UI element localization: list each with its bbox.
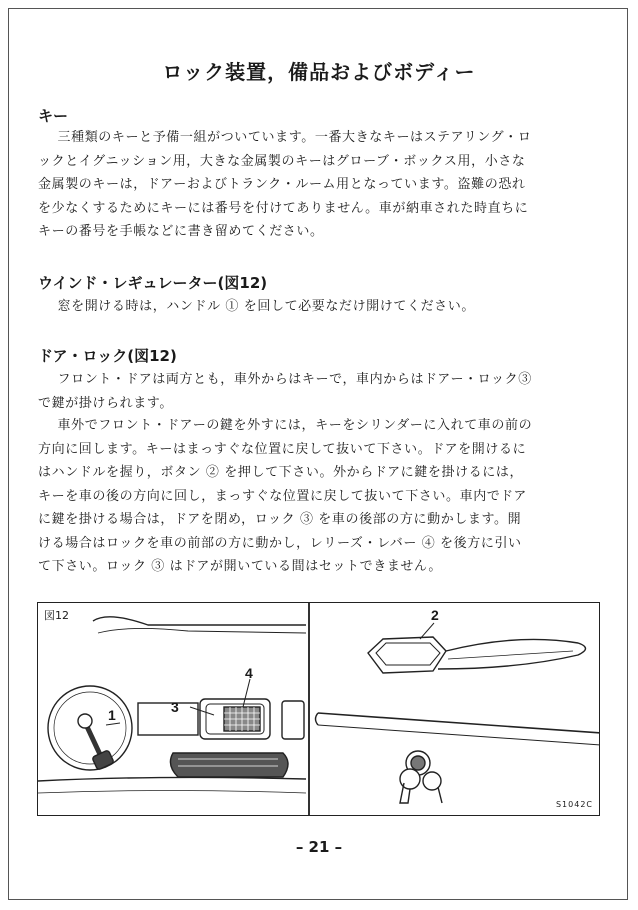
text-line: キーを車の後の方向に回し，まっすぐな位置に戻して抜いて下さい。車内でドア: [38, 488, 527, 504]
page-title: ロック装置，備品およびボディー: [162, 60, 476, 84]
text-line: 窓を開ける時は，ハンドル ① を回して必要なだけ開けてください。: [57, 299, 475, 314]
callout-2: 2: [431, 607, 439, 623]
callout-1: 1: [108, 707, 116, 723]
text-line: 三種類のキーと予備一組がついています。一番大きなキーはステアリング・ロ: [57, 130, 532, 145]
text-line: て下さい。ロック ③ はドアが開いている間はセットできません。: [38, 559, 442, 574]
figure-divider: [308, 603, 310, 816]
heading-window-regulator: ウインド・レギュレーター(図12): [38, 274, 268, 292]
text-line: 車外でフロント・ドアーの鍵を外すには，キーをシリンダーに入れて車の前の: [57, 418, 533, 433]
text-line: キーの番号を手帳などに書き留めてください。: [38, 224, 324, 239]
text-line: 金属製のキーは，ドアーおよびトランク・ルーム用となっています。盗難の恐れ: [38, 177, 526, 192]
page-number: – 21 –: [295, 838, 343, 856]
figure-label: 図12: [44, 609, 69, 622]
heading-door-lock: ドア・ロック(図12): [38, 347, 177, 365]
figure-code: S1042C: [555, 800, 593, 809]
text-line: に鍵を掛ける場合は，ドアを閉め，ロック ③ を車の後部の方に動かします。開: [38, 512, 522, 527]
heading-key: キー: [38, 107, 69, 125]
callout-3: 3: [171, 699, 179, 715]
figure-12: [37, 602, 600, 816]
text-line: フロント・ドアは両方とも，車外からはキーで，車内からはドアー・ロック③: [57, 372, 532, 387]
text-line: を少なくするためにキーには番号を付けてありません。車が納車された時直ちに: [38, 200, 529, 216]
callout-4: 4: [245, 665, 253, 681]
text-line: 方向に回します。キーはまっすぐな位置に戻して抜いて下さい。ドアを開けるに: [38, 441, 527, 457]
paragraph-key: [38, 126, 594, 244]
text-line: で鍵が掛けられます。: [38, 395, 173, 411]
text-line: ける場合はロックを車の前部の方に動かし，レリーズ・レバー ④ を後方に引い: [38, 535, 522, 551]
figure-illustration: [38, 603, 600, 816]
text-line: はハンドルを握り，ボタン ② を押して下さい。外からドアに鍵を掛けるには，: [38, 465, 524, 480]
paragraph-window-regulator: [38, 295, 594, 319]
paragraph-door-lock-2: [38, 414, 594, 579]
paragraph-door-lock-1: [38, 368, 594, 415]
text-line: ックとイグニッション用，大きな金属製のキーはグローブ・ボックス用，小さな: [38, 153, 526, 169]
